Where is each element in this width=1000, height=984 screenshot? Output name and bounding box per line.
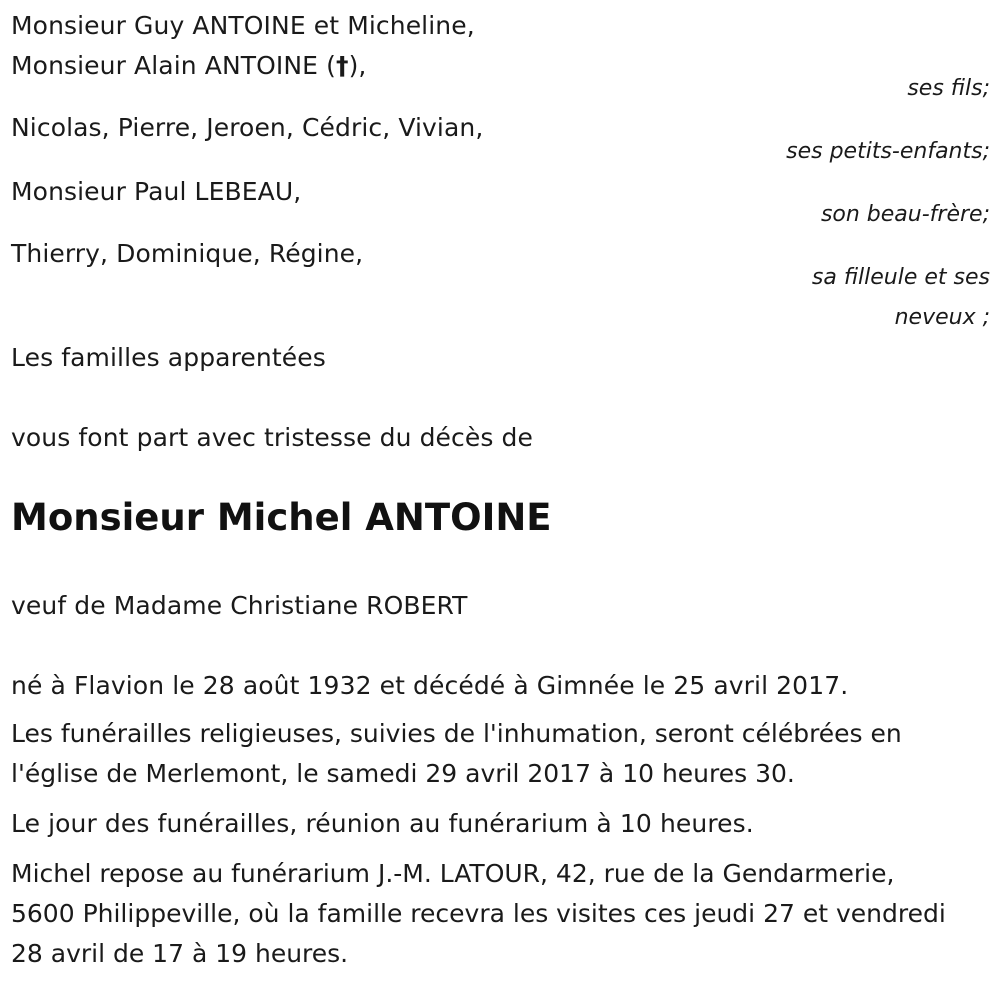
- role-brother-in-law: son beau-frère;: [820, 202, 990, 227]
- role-sons: ses fils;: [907, 76, 990, 101]
- nephews-names: Thierry, Dominique, Régine,: [11, 239, 364, 268]
- cross-icon: †: [335, 51, 349, 80]
- role-nephews-line2: neveux ;: [894, 305, 990, 330]
- family-member-guy: Monsieur Guy ANTOINE et Micheline,: [11, 11, 475, 40]
- funeral-line-1: Les funérailles religieuses, suivies de l'inhumation, seront célébrées en: [11, 719, 902, 748]
- related-families: Les familles apparentées: [11, 343, 326, 372]
- widower-text: veuf de Madame Christiane ROBERT: [11, 591, 468, 620]
- brother-in-law-name: Monsieur Paul LEBEAU,: [11, 177, 302, 206]
- deceased-name: Monsieur Michel ANTOINE: [11, 496, 552, 539]
- repose-line-2: 5600 Philippeville, où la famille recevra les visites ces jeudi 27 et vendredi: [11, 899, 946, 928]
- funeral-paragraph: [11, 714, 996, 794]
- family-member-alain-close: ),: [348, 51, 367, 80]
- announcement-text: vous font part avec tristesse du décès de: [11, 423, 533, 452]
- role-grandchildren: ses petits-enfants;: [786, 139, 990, 164]
- repose-line-1: Michel repose au funérarium J.-M. LATOUR, 42, rue de la Gendarmerie,: [11, 859, 895, 888]
- funeral-line-2: l'église de Merlemont, le samedi 29 avril 2017 à 10 heures 30.: [11, 759, 795, 788]
- grandchildren-names: Nicolas, Pierre, Jeroen, Cédric, Vivian,: [11, 113, 484, 142]
- repose-paragraph: [11, 854, 996, 974]
- birth-death-text: né à Flavion le 28 août 1932 et décédé à Gimnée le 25 avril 2017.: [11, 671, 849, 700]
- repose-line-3: 28 avril de 17 à 19 heures.: [11, 939, 349, 968]
- family-member-alain-name: Monsieur Alain ANTOINE (: [11, 51, 336, 80]
- family-member-alain: [11, 50, 366, 82]
- role-nephews-line1: sa filleule et ses: [811, 265, 990, 290]
- gathering-text: Le jour des funérailles, réunion au funérarium à 10 heures.: [11, 809, 754, 838]
